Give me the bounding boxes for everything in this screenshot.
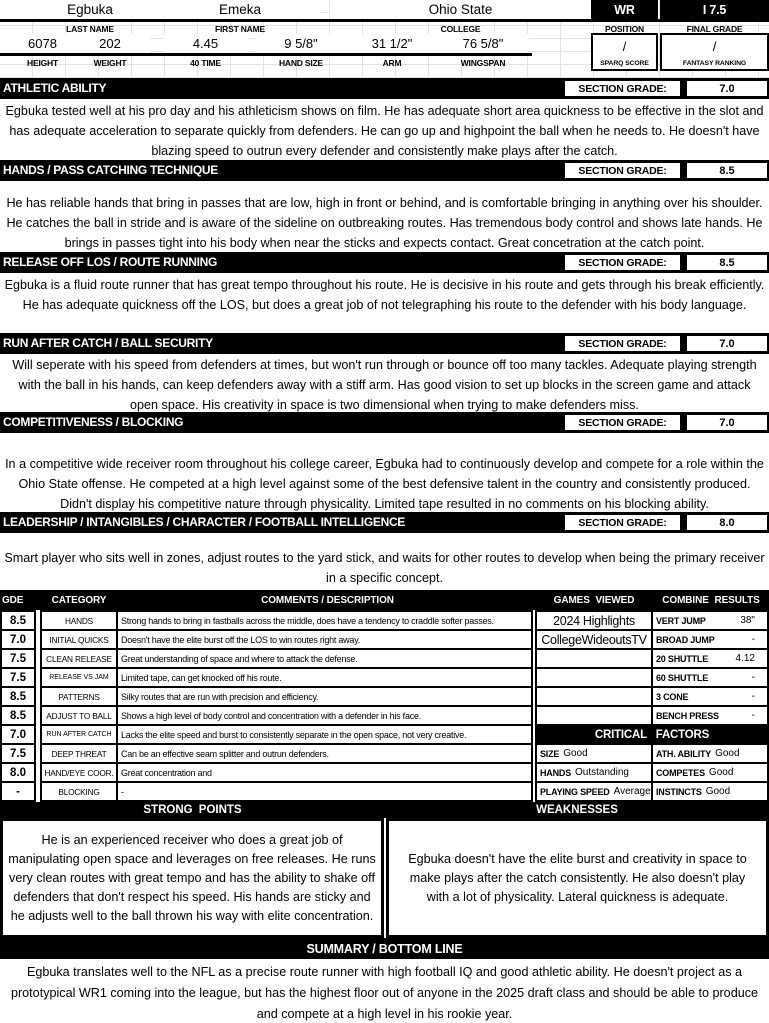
- row-comment: Great understanding of space and where to attack the defense.: [116, 648, 533, 669]
- row-grade: 7.5: [0, 743, 36, 764]
- critical-factors-title: CRITICAL FACTORS: [535, 724, 769, 745]
- combine-value: -: [751, 672, 755, 683]
- row-grade: 8.5: [0, 686, 36, 707]
- wingspan-value: 76 5/8": [437, 34, 529, 53]
- strong-weak-section: [0, 802, 769, 938]
- section-text-competitiveness: In a competitive wide receiver room throughout his college career, Egbuka had to continuously develop and compete for a role within the Ohio State offense. He competed at a high level against some of the best defensive talent in the country and consistently produced. Didn't display his competitive nature through physicality. Limited tape resulted in no comments on his blocking ability.: [5, 457, 764, 511]
- row-comment: Silky routes that are run with precision and efficiency.: [116, 686, 533, 707]
- factor-label: PLAYING SPEED: [540, 786, 610, 797]
- table-row: [535, 705, 769, 726]
- final-grade-badge: I 7.5: [660, 0, 769, 19]
- combine-result-cell: [651, 705, 769, 726]
- player-last-name: Egbuka: [0, 0, 180, 19]
- ratings-table-header: [0, 590, 769, 610]
- critical-factors-header-row: [535, 724, 769, 745]
- row-comment: Strong hands to bring in fastballs across the middle, does have a tendency to craddle softer passes.: [116, 610, 533, 631]
- table-row: [0, 686, 535, 707]
- strong-points-text: He is an experienced receiver who does a great job of manipulating open space and leverages on free releases. He runs very clean routes with great tempo and has the ability to shake off defenders that don't respect his speed. His hands are sticky and he adjusts well to the ball thrown his way with elite concentration.: [0, 818, 384, 938]
- section-text-release-route-running: Egbuka is a fluid route runner that has great tempo throughout his route. He is decisive in his route and gets through his break efficiently. He has adequate quickness off the LOS, but does a great job of not telegraphing his route to the defender with his body language.: [4, 278, 765, 312]
- arm-value: 31 1/2": [347, 34, 437, 53]
- combine-value: -: [751, 710, 755, 721]
- factor-value: Good: [708, 767, 734, 778]
- header-divider: [0, 19, 769, 22]
- row-grade: 7.5: [0, 648, 36, 669]
- games-viewed-cell: [535, 686, 653, 707]
- row-category: RELEASE VS JAM: [40, 667, 118, 688]
- row-comment: Great concentration and: [116, 762, 533, 783]
- final-grade-label: FINAL GRADE: [686, 23, 743, 34]
- factor-label: INSTINCTS: [656, 786, 702, 797]
- wingspan-label: WINGSPAN: [460, 58, 506, 68]
- factor-cell: [651, 781, 769, 802]
- weight-value: 202: [70, 34, 150, 53]
- table-row: [0, 629, 535, 650]
- player-first-name: Emeka: [160, 0, 320, 19]
- section-bar-release-route-running: [0, 252, 769, 273]
- factor-cell: [535, 781, 653, 802]
- sparq-score-label: SPARQ SCORE: [600, 59, 649, 67]
- critical-factors-row: [535, 762, 769, 783]
- comments-column-header: COMMENTS / DESCRIPTION: [261, 594, 394, 606]
- height-value: 6078: [0, 34, 85, 53]
- games-viewed-column-header: GAMES VIEWED: [553, 594, 635, 606]
- games-viewed-cell: [535, 648, 653, 669]
- table-row: [0, 781, 535, 802]
- section-grade-value: 8.0: [685, 513, 769, 532]
- section-title: RUN AFTER CATCH / BALL SECURITY: [3, 336, 213, 350]
- section-title: COMPETITIVENESS / BLOCKING: [3, 415, 184, 429]
- games-combine-block: [535, 610, 769, 802]
- position-label: POSITION: [604, 23, 645, 34]
- combine-value: 38": [740, 615, 755, 626]
- section-grade-label: SECTION GRADE:: [563, 413, 682, 432]
- combine-result-cell: [651, 648, 769, 669]
- section-grade-label: SECTION GRADE:: [563, 513, 682, 532]
- height-label: HEIGHT: [27, 58, 58, 68]
- row-grade: 7.5: [0, 667, 36, 688]
- category-column-header: CATEGORY: [51, 594, 107, 606]
- last-name-label: LAST NAME: [66, 23, 114, 34]
- position-badge: WR: [591, 0, 658, 19]
- section-grade-value: 8.5: [685, 253, 769, 272]
- factor-label: HANDS: [540, 767, 572, 778]
- critical-factors-row: [535, 743, 769, 764]
- summary-title: SUMMARY / BOTTOM LINE: [0, 938, 769, 959]
- college-label: COLLEGE: [440, 23, 481, 34]
- row-category: RUN AFTER CATCH: [40, 724, 118, 745]
- hand-size-value: 9 5/8": [255, 34, 347, 53]
- factor-label: ATH. ABILITY: [656, 748, 712, 759]
- table-row: [535, 610, 769, 631]
- table-row: [0, 667, 535, 688]
- factor-cell: [535, 762, 653, 783]
- row-category: INITIAL QUICKS: [40, 629, 118, 650]
- section-text-athletic-ability: Egbuka tested well at his pro day and his athleticism shows on film. He has adequate short area quickness to be effective in the slot and has adequate acceleration to separate quickly from defenders. He can go up and highpoint the ball when he needs to. He doesn't have blazing speed to outrun every defender and consistently make plays after the catch.: [5, 104, 764, 158]
- section-title: RELEASE OFF LOS / ROUTE RUNNING: [3, 255, 218, 269]
- factor-cell: [535, 743, 653, 764]
- player-college: Ohio State: [330, 0, 591, 19]
- factor-cell: [651, 762, 769, 783]
- critical-factors-row: [535, 781, 769, 802]
- combine-label: BROAD JUMP: [656, 634, 715, 645]
- combine-label: BENCH PRESS: [656, 710, 719, 721]
- games-viewed-cell: CollegeWideoutsTV: [535, 629, 653, 650]
- row-category: ADJUST TO BALL: [40, 705, 118, 726]
- factor-value: Average: [613, 786, 651, 797]
- table-row: [535, 648, 769, 669]
- row-comment: Lacks the elite speed and burst to consistently separate in the open space, not very creative.: [116, 724, 533, 745]
- combine-result-cell: [651, 610, 769, 631]
- row-category: BLOCKING: [40, 781, 118, 802]
- row-grade: 7.0: [0, 724, 36, 745]
- table-row: [535, 686, 769, 707]
- summary-text: Egbuka translates well to the NFL as a precise route runner with high football IQ and good athletic ability. He doesn't project as a prototypical WR1 coming into the league, but has the highest floor out of anyone in the 2025 draft class and should be able to produce and compete at a high level in his rookie year.: [10, 965, 759, 1021]
- factor-value: Outstanding: [575, 767, 629, 778]
- factor-label: COMPETES: [656, 767, 705, 778]
- row-category: PATTERNS: [40, 686, 118, 707]
- sparq-score-box: [591, 33, 658, 71]
- gde-column-header: GDE: [2, 594, 24, 606]
- table-row: [535, 667, 769, 688]
- section-grade-value: 8.5: [685, 161, 769, 180]
- combine-result-cell: [651, 686, 769, 707]
- games-viewed-cell: 2024 Highlights: [535, 610, 653, 631]
- forty-time-label: 40 TIME: [190, 58, 221, 68]
- row-category: HANDS: [40, 610, 118, 631]
- section-grade-label: SECTION GRADE:: [563, 79, 682, 98]
- strong-points-column: [0, 802, 385, 938]
- table-row: [0, 648, 535, 669]
- row-comment: Shows a high level of body control and concentration with a defender in his face.: [116, 705, 533, 726]
- games-viewed-cell: [535, 705, 653, 726]
- combine-label: 60 SHUTTLE: [656, 672, 709, 683]
- games-viewed-cell: [535, 667, 653, 688]
- section-title: HANDS / PASS CATCHING TECHNIQUE: [3, 163, 218, 177]
- row-grade: 8.0: [0, 762, 36, 783]
- hand-size-label: HAND SIZE: [278, 58, 323, 68]
- weaknesses-text: Egbuka doesn't have the elite burst and creativity in space to make plays after the catch consistently. He also doesn't play with a lot of physicality. Lateral quickness is adequate.: [386, 818, 769, 938]
- section-title: ATHLETIC ABILITY: [3, 81, 107, 95]
- factor-label: SIZE: [540, 748, 560, 759]
- combine-label: 3 CONE: [656, 691, 689, 702]
- weight-label: WEIGHT: [93, 58, 127, 68]
- section-bar-athletic-ability: [0, 78, 769, 99]
- section-grade-value: 7.0: [685, 334, 769, 353]
- combine-value: -: [751, 634, 755, 645]
- row-grade: -: [0, 781, 36, 802]
- section-grade-label: SECTION GRADE:: [563, 161, 682, 180]
- ratings-table-body: [0, 610, 769, 802]
- weaknesses-column: [385, 802, 769, 938]
- table-row: [0, 610, 535, 631]
- section-grade-value: 7.0: [685, 79, 769, 98]
- section-grade-value: 7.0: [685, 413, 769, 432]
- factor-value: Good: [715, 748, 740, 759]
- row-grade: 8.5: [0, 705, 36, 726]
- fantasy-ranking-box: [660, 33, 769, 71]
- table-row: [0, 743, 535, 764]
- table-row: [0, 724, 535, 745]
- factor-value: Good: [563, 748, 588, 759]
- table-row: [0, 762, 535, 783]
- combine-value: -: [751, 691, 755, 702]
- forty-time-value: 4.45: [163, 34, 248, 53]
- section-text-hands: He has reliable hands that bring in passes that are low, high in front or behind, and is comfortable bringing in anything over his shoulder. He catches the ball in stride and is aware of the sideline on outbreaking routes. Has tremendous body control and shows late hands. He brings in passes tight into his body when near the sticks and expects contact. Great concetration at the catch point.: [6, 196, 763, 250]
- row-grade: 8.5: [0, 610, 36, 631]
- section-grade-label: SECTION GRADE:: [563, 334, 682, 353]
- row-comment: Limited tape, can get knocked off his route.: [116, 667, 533, 688]
- sparq-score-value: /: [622, 38, 627, 54]
- combine-results-column-header: COMBINE RESULTS: [662, 594, 760, 606]
- section-bar-hands: [0, 160, 769, 181]
- table-row: [535, 629, 769, 650]
- fantasy-ranking-label: FANTASY RANKING: [682, 59, 747, 67]
- weaknesses-title: WEAKNESSES: [385, 802, 769, 818]
- combine-label: 20 SHUTTLE: [656, 653, 709, 664]
- combine-value: 4.12: [735, 653, 755, 664]
- row-category: DEEP THREAT: [40, 743, 118, 764]
- section-grade-label: SECTION GRADE:: [563, 253, 682, 272]
- section-bar-competitiveness: [0, 412, 769, 433]
- section-title: LEADERSHIP / INTANGIBLES / CHARACTER / FOOTBALL INTELLIGENCE: [3, 515, 406, 529]
- measurements-divider: [0, 53, 532, 56]
- row-comment: Doesn't have the elite burst off the LOS to win routes right away.: [116, 629, 533, 650]
- row-category: HAND/EYE COOR.: [40, 762, 118, 783]
- row-category: CLEAN RELEASE: [40, 648, 118, 669]
- factor-value: Good: [705, 786, 731, 797]
- factor-cell: [651, 743, 769, 764]
- combine-label: VERT JUMP: [656, 615, 706, 626]
- first-name-label: FIRST NAME: [215, 23, 265, 34]
- strong-points-title: STRONG POINTS: [0, 802, 385, 818]
- section-bar-run-after-catch: [0, 333, 769, 354]
- combine-result-cell: [651, 629, 769, 650]
- section-bar-leadership: [0, 512, 769, 533]
- row-grade: 7.0: [0, 629, 36, 650]
- ratings-rows: [0, 610, 535, 802]
- combine-result-cell: [651, 667, 769, 688]
- row-comment: -: [116, 781, 533, 802]
- table-row: [0, 705, 535, 726]
- row-comment: Can be an effective seam splitter and outrun defenders.: [116, 743, 533, 764]
- player-header: [0, 0, 769, 78]
- section-text-run-after-catch: Will seperate with his speed from defenders at times, but won't run through or bounce off too many tackles. Adequate playing strength with the ball in his hands, can keep defenders away with a stiff arm. Has good vision to set up blocks in the screen game and attack open space. His creativity in space is two dimensional when trying to make defenders miss.: [12, 358, 757, 412]
- arm-label: ARM: [382, 58, 402, 68]
- section-text-leadership: Smart player who sits well in zones, adjust routes to the yard stick, and waits for other routes to develop when being the primary receiver in a specific concept.: [4, 551, 765, 585]
- fantasy-ranking-value: /: [712, 38, 717, 54]
